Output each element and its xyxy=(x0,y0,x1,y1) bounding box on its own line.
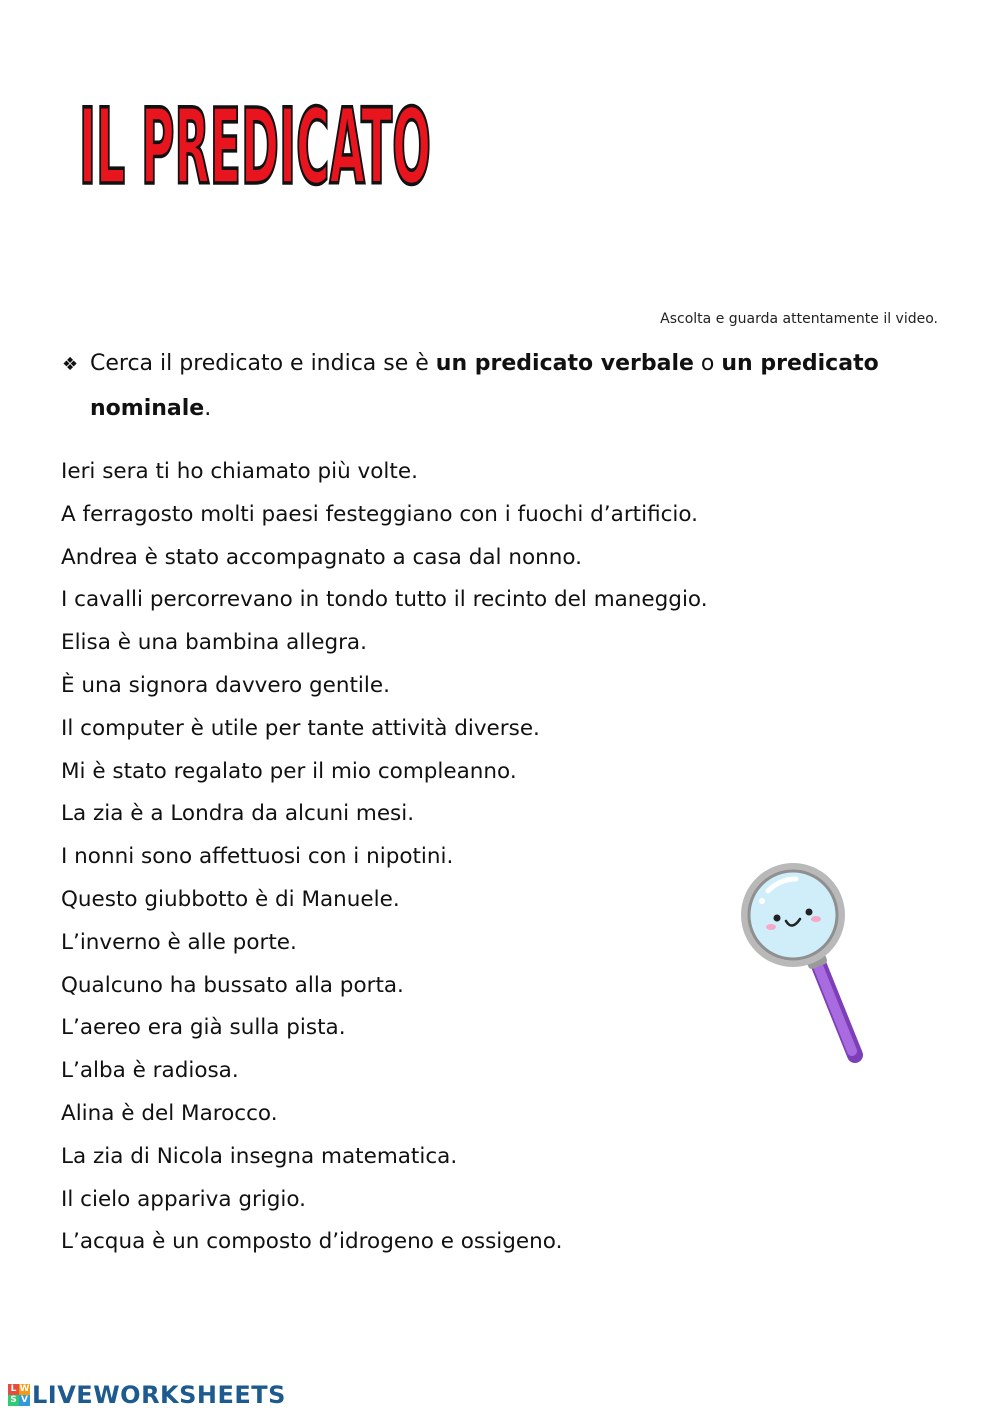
logo-badge-letter: S xyxy=(8,1395,19,1406)
sentence-item: I cavalli percorrevano in tondo tutto il recinto del maneggio. xyxy=(61,587,708,613)
title-text: IL PREDICATO xyxy=(78,87,431,209)
sentence-item: L’aereo era già sulla pista. xyxy=(61,1015,346,1041)
instruction-text-3: . xyxy=(204,396,212,421)
sentence-item: A ferragosto molti paesi festeggiano con i fuochi d’artificio. xyxy=(61,501,699,527)
sentence-item: Andrea è stato accompagnato a casa dal nonno. xyxy=(61,544,582,570)
logo-badge-letter: W xyxy=(19,1384,30,1394)
sentence-item: L’acqua è un composto d’idrogeno e ossigeno. xyxy=(61,1229,563,1255)
sentence-item: Il computer è utile per tante attività diverse. xyxy=(61,715,540,741)
instruction-bold-2: un predicato xyxy=(721,351,879,376)
logo-badge-letter: V xyxy=(19,1395,30,1406)
sentence-item: Questo giubbotto è di Manuele. xyxy=(61,886,400,912)
sentence-item: La zia di Nicola insegna matematica. xyxy=(61,1143,458,1169)
logo-badge-letter: L xyxy=(8,1384,19,1395)
worksheet-title xyxy=(70,70,440,245)
logo-text: LIVEWORKSHEETS xyxy=(32,1381,286,1409)
sentence-item: La zia è a Londra da alcuni mesi. xyxy=(61,801,415,827)
liveworksheets-logo xyxy=(8,1380,286,1410)
logo-badge-icon xyxy=(8,1384,30,1406)
instruction-text-1: Cerca il predicato e indica se è xyxy=(90,351,436,376)
sentence-item: L’alba è radiosa. xyxy=(61,1058,239,1084)
instruction-text-2: o xyxy=(693,351,722,376)
instruction xyxy=(62,342,942,431)
instruction-bold-1: un predicato verbale xyxy=(435,351,694,376)
sentence-item: Elisa è una bambina allegra. xyxy=(61,630,367,656)
sentence-list xyxy=(61,451,708,1264)
sentence-item: I nonni sono affettuosi con i nipotini. xyxy=(61,844,454,870)
sentence-item: L’inverno è alle porte. xyxy=(61,929,297,955)
sentence-item: Ieri sera ti ho chiamato più volte. xyxy=(61,459,418,484)
sentence-item: Mi è stato regalato per il mio compleanno. xyxy=(61,758,517,784)
sentence-item: Qualcuno ha bussato alla porta. xyxy=(61,972,404,998)
sentence-item: Alina è del Marocco. xyxy=(61,1100,278,1126)
diamond-bullet-icon: ❖ xyxy=(62,354,79,375)
sentence-item: Il cielo appariva grigio. xyxy=(61,1186,307,1212)
instruction-bold-3: nominale xyxy=(90,396,205,421)
magnifying-glass-icon xyxy=(730,855,870,1070)
subtitle: Ascolta e guarda attentamente il video. xyxy=(660,311,938,327)
sentence-item: È una signora davvero gentile. xyxy=(61,672,390,698)
